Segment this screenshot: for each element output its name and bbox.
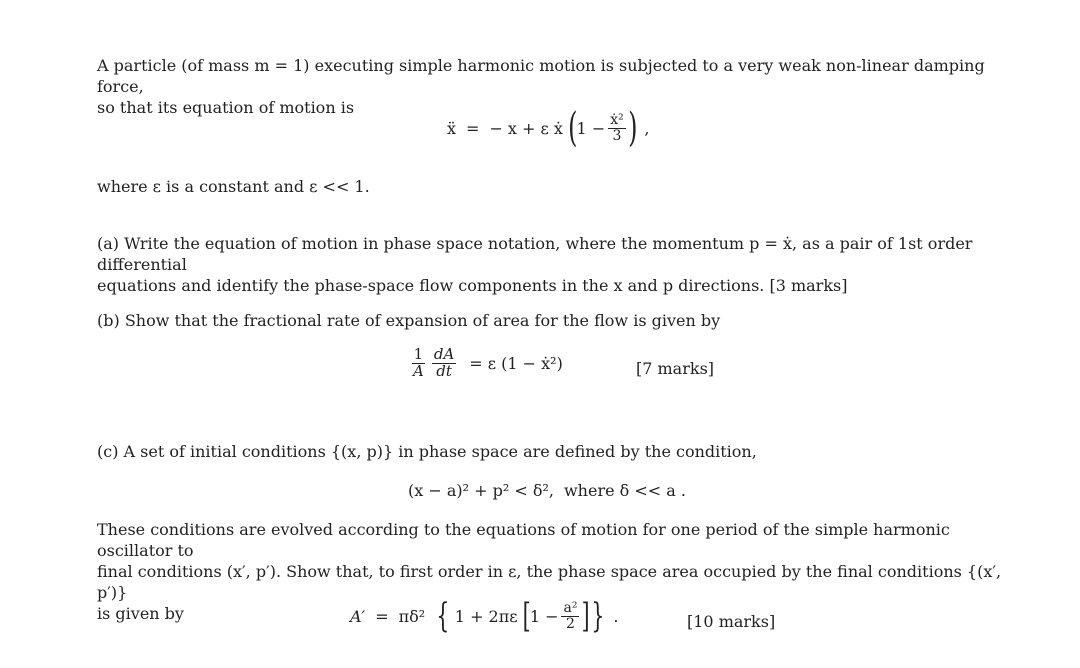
part-b-marks: [7 marks] [636,359,715,378]
final-close-bracket: ] [582,596,591,636]
final-open-brace: { [436,596,450,636]
eq1-frac-num: ẋ² [610,111,624,128]
eq1-rhs: − x + ε ẋ [489,118,563,138]
eq2-rhs: = ε (1 − ẋ²) [469,353,563,373]
final-one: 1 − [529,606,559,626]
eq1-one: 1 − [576,118,606,138]
eq1-comma: , [644,118,650,138]
part-c-line-3: is given by [97,604,184,623]
eq1-lhs: ẍ [447,118,457,138]
intro-line-1: A particle (of mass m = 1) executing simple harmonic motion is subjected to a very weak non-linear damping force, [97,56,985,96]
condition-where: where δ << a . [563,481,686,500]
final-mid: 1 + 2πε [454,606,518,626]
eq1-equals: = [466,118,480,138]
eq2-frac2-num: dA [433,345,455,363]
equation-of-motion: ẍ = − x + ε ẋ ( 1 − $\frac{\text{ẋ²}}{3}$ ) , [447,105,650,151]
where-epsilon: where ε is a constant and ε << 1. [97,177,370,196]
part-c-text: (c) A set of initial conditions {(x, p)} in phase space are defined by the condition, [97,442,757,461]
area-expansion-equation [408,347,563,380]
final-close-brace: } [591,596,605,636]
condition-inequality: (x − a)² + p² < δ², [408,481,554,500]
part-c-marks: [10 marks] [687,612,776,631]
part-a-line-2: equations and identify the phase-space flow components in the x and p directions. [3 marks] [97,276,848,295]
eq2-frac2-den: dt [436,361,452,380]
part-b-text: (b) Show that the fractional rate of expansion of area for the flow is given by [97,311,721,330]
final-frac-den: 2 [566,615,575,632]
final-dot: . [613,606,619,626]
eq2-frac1-den: A [413,361,424,380]
part-c-line-1: These conditions are evolved according to the equations of motion for one period of the simple harmonic oscillator to [97,520,950,560]
final-frac-num: a² [563,599,578,616]
initial-condition [408,481,686,500]
final-area-equation [350,596,619,636]
final-equals: = [375,606,389,626]
final-prefactor: πδ² [398,606,426,626]
eq2-frac1-num: 1 [413,345,424,363]
eq1-frac-den: 3 [612,127,622,144]
final-lhs: A′ [350,606,366,626]
part-c-line-2: final conditions (x′, p′). Show that, to first order in ε, the phase space area occupied by the final conditions {(x′, p′)} [97,562,1002,602]
intro-line-2: so that its equation of motion is [97,98,355,117]
part-a-line-1: (a) Write the equation of motion in phase space notation, where the momentum p = ẋ, as a pair of 1st order differential [97,234,973,274]
part-a-paragraph [97,233,1027,296]
final-open-bracket: [ [522,596,531,636]
